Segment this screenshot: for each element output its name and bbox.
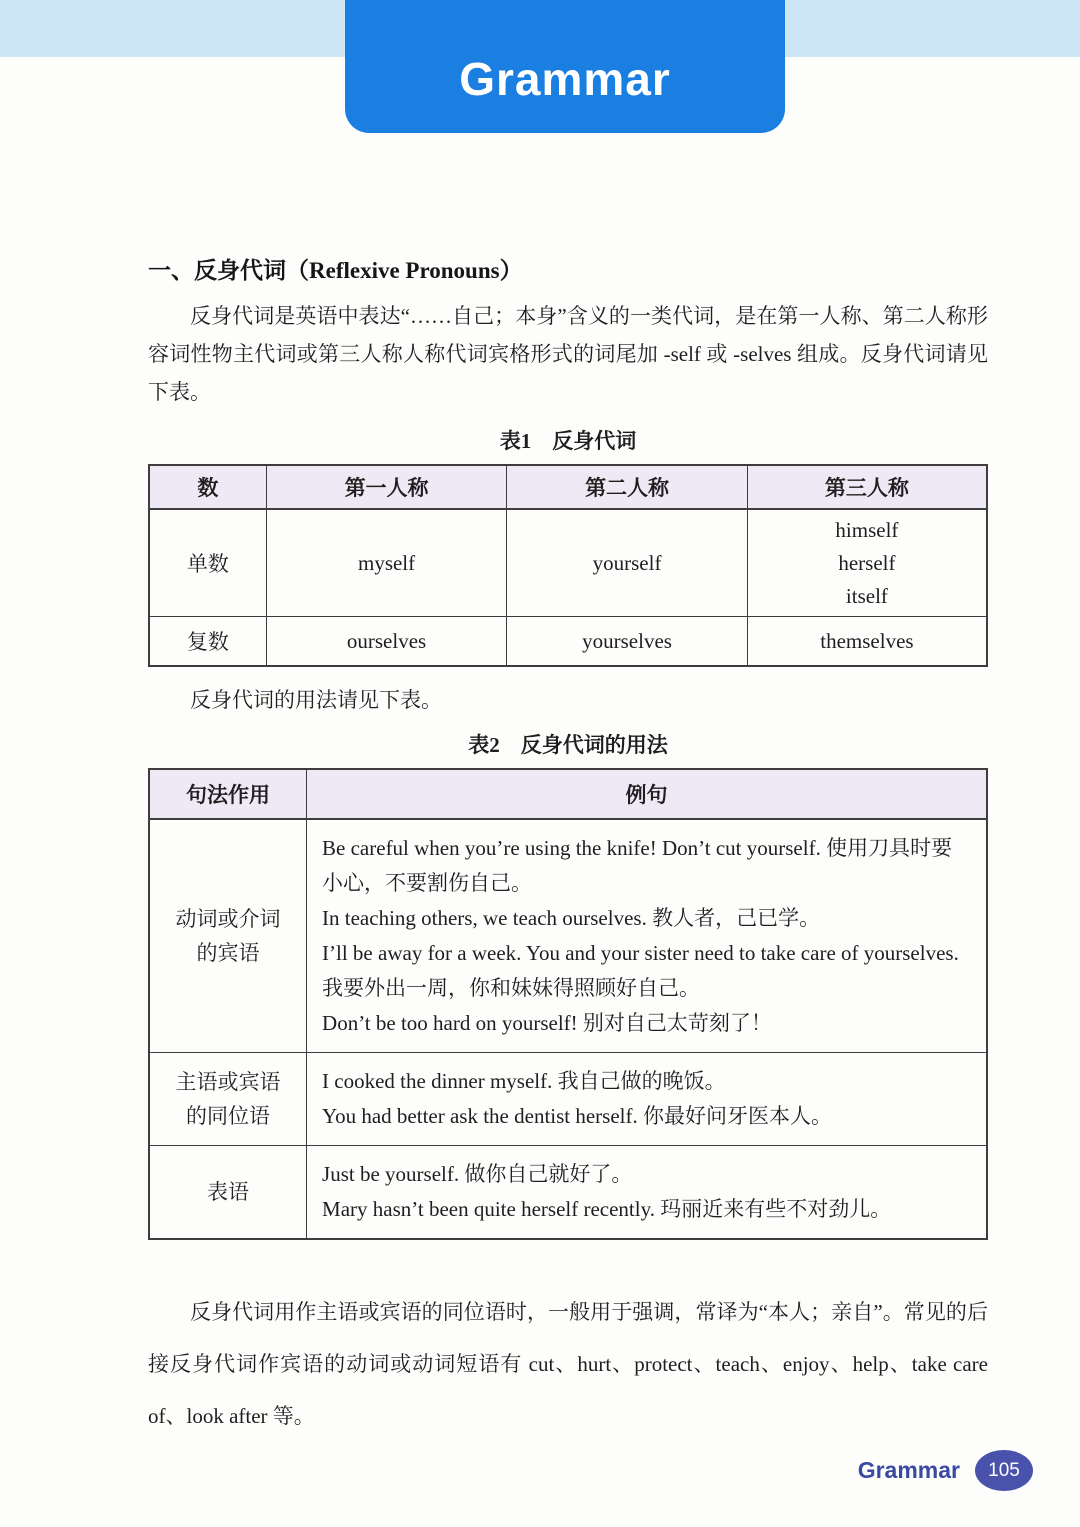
page-number-badge [975, 1450, 1033, 1491]
page-content [148, 252, 988, 1442]
example-sentence: You had better ask the dentist herself. 你最好问牙医本人。 [322, 1104, 832, 1128]
table-row [149, 819, 987, 1053]
example-sentence: In teaching others, we teach ourselves. 教人者，己已学。 [322, 906, 821, 930]
table1-singular-label: 单数 [149, 509, 266, 617]
table1-singular-third: himself herself itself [747, 509, 987, 617]
table1-plural-label: 复数 [149, 617, 266, 667]
table-row [149, 617, 987, 667]
table1-singular-first: myself [266, 509, 507, 617]
example-sentence: Don’t be too hard on yourself! 别对自己太苛刻了！ [322, 1011, 772, 1035]
example-sentence: I cooked the dinner myself. 我自己做的晚饭。 [322, 1069, 726, 1093]
table2-examples-object [307, 819, 987, 1053]
footer-section-label: Grammar [857, 1457, 960, 1483]
intro-paragraph: 反身代词是英语中表达“……自己；本身”含义的一类代词，是在第一人称、第二人称形容词性物主代词或第三人称人称代词宾格形式的词尾加 -self 或 -selves 组成。反身代词请见下表。 [148, 304, 988, 404]
table1-header-row [149, 465, 987, 509]
table1-plural-first: ourselves [266, 617, 507, 667]
table2-examples-predicative [307, 1146, 987, 1240]
banner-title: Grammar [459, 52, 671, 105]
table1-header-second-person: 第二人称 [507, 465, 748, 509]
table-row [149, 509, 987, 617]
page-footer [858, 1450, 1033, 1491]
table2-caption: 表2 反身代词的用法 [468, 733, 668, 757]
closing-paragraph: 反身代词用作主语或宾语的同位语时，一般用于强调，常译为“本人；亲自”。常见的后接反身代词作宾语的动词或动词短语有 cut、hurt、protect、teach、enjoy、help、take care of、look after 等。 [148, 1300, 988, 1428]
section-heading: 一、反身代词（Reflexive Pronouns） [148, 258, 523, 283]
table2-header-row [149, 769, 987, 819]
table1-caption: 表1 反身代词 [499, 429, 637, 453]
table2-role-object: 动词或介词 的宾语 [149, 819, 307, 1053]
table-row [149, 1146, 987, 1240]
table2-header-examples: 例句 [307, 769, 987, 819]
table1-header-number: 数 [149, 465, 266, 509]
table2-header-role: 句法作用 [149, 769, 307, 819]
table2-role-appositive: 主语或宾语 的同位语 [149, 1053, 307, 1146]
table1-singular-second: yourself [507, 509, 748, 617]
table1-header-first-person: 第一人称 [266, 465, 507, 509]
between-text: 反身代词的用法请见下表。 [190, 688, 442, 712]
grammar-banner [345, 0, 785, 133]
reflexive-pronouns-table [148, 464, 988, 667]
table1-header-third-person: 第三人称 [747, 465, 987, 509]
usage-table [148, 768, 988, 1240]
table1-plural-third: themselves [747, 617, 987, 667]
table2-role-predicative: 表语 [149, 1146, 307, 1240]
table2-examples-appositive [307, 1053, 987, 1146]
example-sentence: I’ll be away for a week. You and your sister need to take care of yourselves. 我要外出一周，你和妹妹得照顾好自己。 [322, 941, 959, 1000]
page-number: 105 [988, 1459, 1020, 1481]
example-sentence: Mary hasn’t been quite herself recently. 玛丽近来有些不对劲儿。 [322, 1197, 892, 1221]
table-row [149, 1053, 987, 1146]
example-sentence: Be careful when you’re using the knife! Don’t cut yourself. 使用刀具时要小心，不要割伤自己。 [322, 836, 953, 895]
table1-plural-second: yourselves [507, 617, 748, 667]
example-sentence: Just be yourself. 做你自己就好了。 [322, 1162, 633, 1186]
